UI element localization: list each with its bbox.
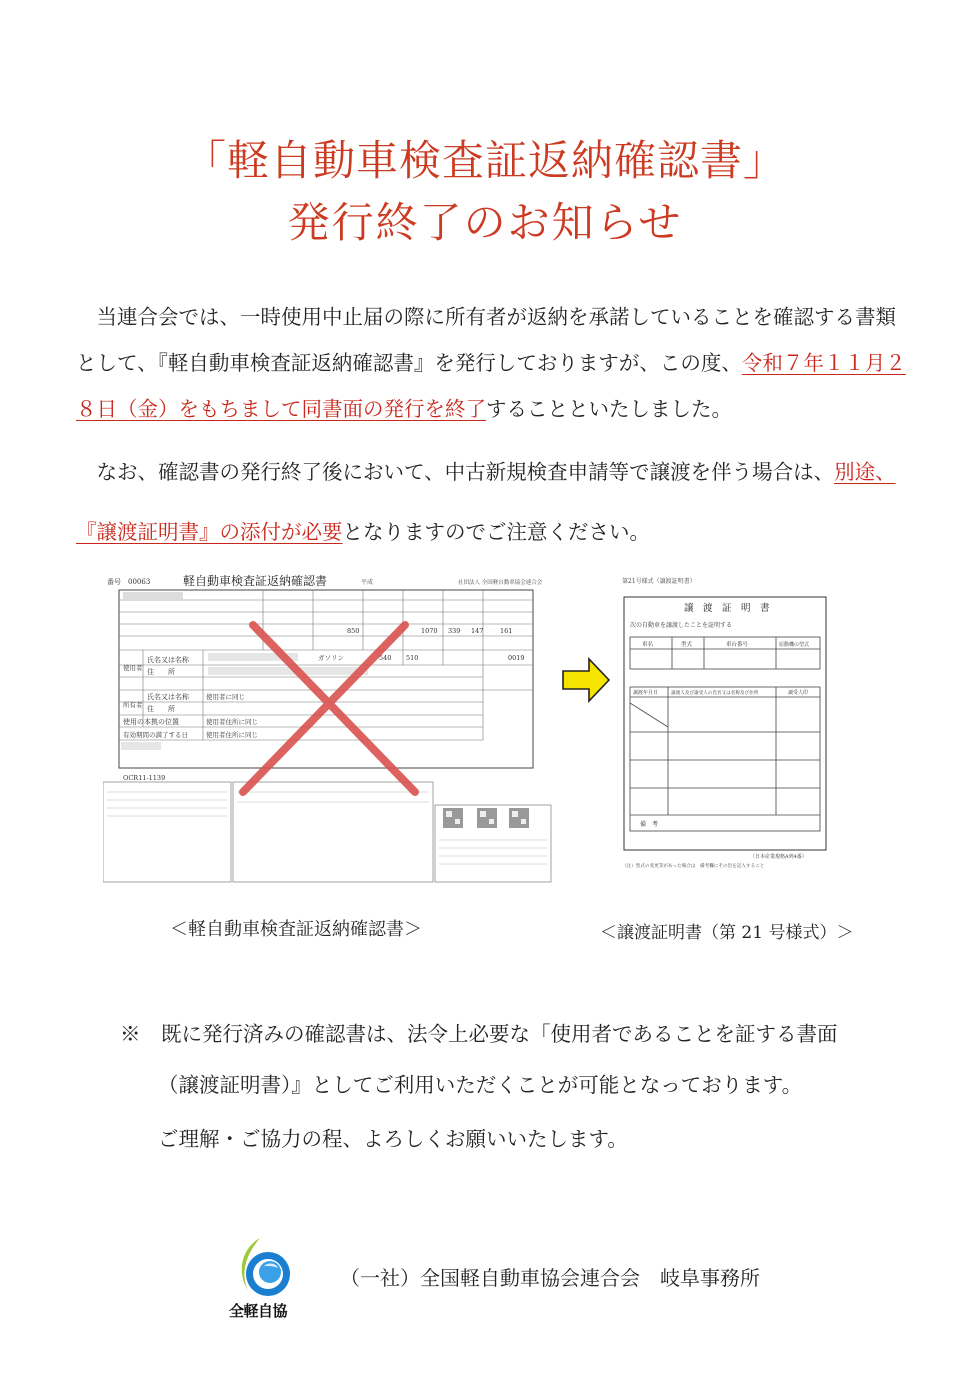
value-fuel: ガソリン (318, 654, 344, 662)
paragraph-2 (76, 442, 906, 562)
value-n2: 1070 (421, 627, 438, 635)
col-model: 型式 (681, 642, 693, 648)
field-address-1: 住 所 (147, 668, 175, 676)
field-name-1: 氏名又は名称 (147, 656, 189, 664)
paragraph-2-text-b: となりますのでご注意ください。 (342, 520, 650, 544)
transfer-certificate-image (618, 575, 836, 870)
footer-organization: （一社）全国軽自動車協会連合会 岐阜事務所 (340, 1266, 760, 1290)
form-number: 第21号様式（譲渡証明書） (622, 578, 696, 585)
field-expiry: 有効期間の満了する日 (123, 731, 188, 739)
value-n1: 850 (347, 627, 360, 635)
page-subtitle: 発行終了のお知らせ (287, 198, 683, 247)
note-line-1-text: 既に発行済みの確認書は、法令上必要な「使用者であることを証する書面 (161, 1022, 838, 1046)
value-n6: 540 (379, 654, 392, 662)
page-title: 「軽自動車検査証返納確認書」 (183, 136, 786, 185)
field-address-2: 住 所 (147, 705, 175, 713)
value-same-address-2: 使用者住所に同じ (206, 731, 258, 739)
paragraph-2-text-a: なお、確認書の発行終了後において、中古新規検査申請等で譲渡を伴う場合は、 (76, 460, 835, 484)
cert-number: 番号 00063 (107, 578, 151, 586)
note-line-3: ご理解・ご協力の程、よろしくお願いいたします。 (158, 1127, 628, 1151)
cert-org: 社団法人 全国軽自動車協会連合会 (458, 580, 543, 586)
paragraph-2-highlight: 別途、『譲渡証明書』の添付が必要 (76, 460, 896, 544)
col-seal: 譲受人印 (788, 690, 809, 696)
ocr-code: OCR11-1139 (123, 774, 166, 782)
col-engine: 原動機の型式 (779, 642, 810, 648)
row-user-label: 使用者 (123, 664, 143, 672)
arrow-right-icon (561, 655, 611, 705)
note-line-2: （譲渡証明書）』としてご利用いただくことが可能となっております。 (158, 1073, 803, 1097)
value-n7: 510 (406, 654, 419, 662)
field-name-2: 氏名又は名称 (147, 693, 189, 701)
value-n4: 147 (471, 627, 484, 635)
col-chassis: 車台番号 (726, 642, 749, 648)
value-n5: 161 (500, 627, 513, 635)
value-n8: 0019 (508, 654, 525, 662)
left-document-caption: ＜軽自動車検査証返納確認書＞ (170, 919, 422, 940)
col-date: 譲渡年月日 (633, 690, 659, 696)
note-mark: ※ (120, 1022, 141, 1046)
cert-era: 平成 (361, 579, 374, 586)
value-n3: 339 (448, 627, 461, 635)
value-same-address: 使用者住所に同じ (206, 718, 258, 726)
transfer-certificate-drawing (618, 575, 836, 870)
returned-certificate-image (103, 570, 553, 887)
value-same-user: 使用者に同じ (206, 693, 245, 701)
col-car-name: 車名 (642, 642, 654, 648)
remark-label: 備 考 (640, 821, 659, 828)
form-note: （注）型式の変更等があった場合は 備考欄にその旨を記入すること (622, 864, 765, 869)
right-document-caption: ＜譲渡証明書（第 21 号様式）＞ (600, 923, 854, 943)
note-line-1 (120, 1009, 838, 1059)
cert-title: 軽自動車検査証返納確認書 (183, 574, 328, 588)
paragraph-1-text-b: することといたしました。 (486, 397, 732, 421)
form-footer: （日本産業規格A列4番） (750, 854, 807, 860)
paragraph-1-highlight: 令和７年１１月２８日（金）をもちまして同書面の発行を終了 (76, 351, 906, 421)
returned-certificate-drawing (103, 570, 553, 887)
row-owner-label: 所有者 (123, 701, 143, 709)
form-title: 譲 渡 証 明 書 (684, 603, 770, 614)
paragraph-1 (76, 294, 906, 432)
form-intro: 次の自動車を譲渡したことを証明する (630, 622, 733, 629)
paragraph-1-text-a: 当連合会では、一時使用中止届の際に所有者が返納を承諾していることを確認する書類として、『軽自動車検査証返納確認書』を発行しておりますが、この度、 (76, 305, 896, 375)
logo-text: 全軽自協 (229, 1302, 288, 1320)
col-parties: 譲渡人及び譲受人の氏名又は名称及び住所 (671, 691, 759, 696)
field-base-location: 使用の本拠の位置 (123, 718, 179, 726)
